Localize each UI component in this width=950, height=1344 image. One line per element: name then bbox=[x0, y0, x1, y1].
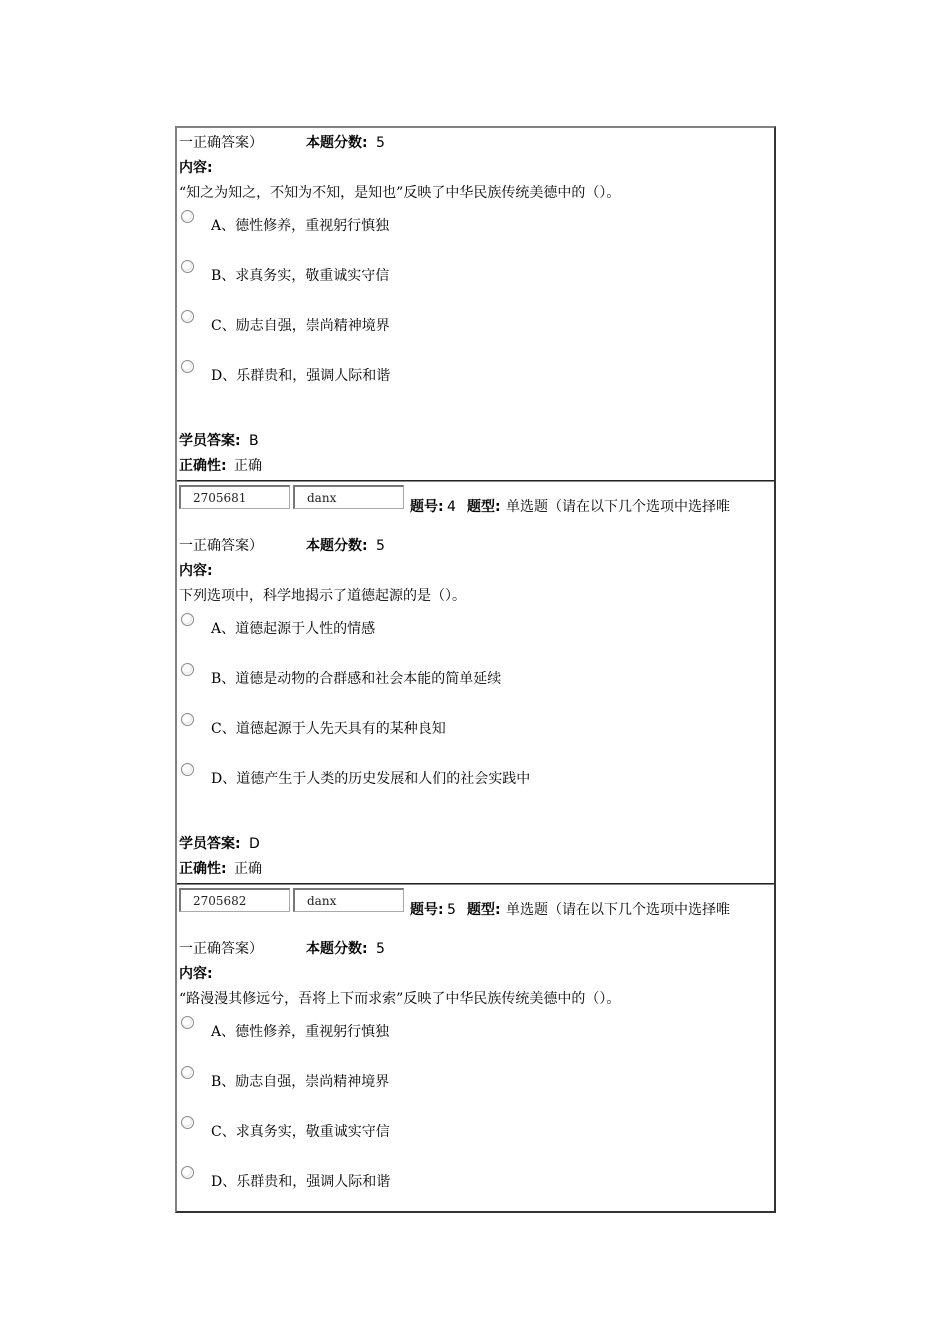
q4-radio-b[interactable] bbox=[181, 663, 194, 676]
q5-content-label: 内容: bbox=[179, 966, 213, 982]
q5-type-label: 题型: bbox=[467, 902, 501, 918]
q3-option-c: C、励志自强，崇尚精神境界 bbox=[211, 318, 390, 334]
q3-answer: B bbox=[249, 433, 259, 449]
q3-correct: 正确 bbox=[234, 458, 262, 474]
q5-option-d: D、乐群贵和，强调人际和谐 bbox=[211, 1174, 391, 1190]
q5-radio-a[interactable] bbox=[181, 1016, 194, 1029]
q3-option-b: B、求真务实，敬重诚实守信 bbox=[211, 268, 390, 284]
q4-radio-a[interactable] bbox=[181, 613, 194, 626]
q5-score-label: 本题分数: bbox=[306, 941, 368, 957]
q4-option-a: A、道德起源于人性的情感 bbox=[211, 621, 376, 637]
q3-option-d: D、乐群贵和，强调人际和谐 bbox=[211, 368, 391, 384]
q5-radio-d[interactable] bbox=[181, 1166, 194, 1179]
q3-radio-a[interactable] bbox=[181, 210, 194, 223]
q4-type-field[interactable]: danx bbox=[293, 485, 404, 509]
q5-radio-c[interactable] bbox=[181, 1116, 194, 1129]
q4-score: 5 bbox=[376, 538, 385, 554]
q5-id-field[interactable]: 2705682 bbox=[179, 888, 290, 912]
q3-radio-b[interactable] bbox=[181, 260, 194, 273]
separator bbox=[177, 480, 774, 482]
q4-id-field[interactable]: 2705681 bbox=[179, 485, 290, 509]
q4-content-label: 内容: bbox=[179, 563, 213, 579]
q3-content: “知之为知之，不知为不知，是知也”反映了中华民族传统美德中的（）。 bbox=[179, 185, 621, 201]
q4-content: 下列选项中，科学地揭示了道德起源的是（）。 bbox=[179, 588, 466, 604]
q4-correct-label: 正确性: bbox=[179, 861, 227, 877]
q4-type-text: 单选题（请在以下几个选项中选择唯 bbox=[506, 499, 730, 515]
q5-header-cont: 一正确答案） bbox=[179, 941, 263, 957]
q5-radio-b[interactable] bbox=[181, 1066, 194, 1079]
q3-score-label: 本题分数: bbox=[306, 135, 368, 151]
q4-option-d: D、道德产生于人类的历史发展和人们的社会实践中 bbox=[211, 771, 531, 787]
q4-correct: 正确 bbox=[234, 861, 262, 877]
exam-frame bbox=[175, 126, 776, 1213]
q4-option-c: C、道德起源于人先天具有的某种良知 bbox=[211, 721, 446, 737]
q5-num: 5 bbox=[447, 902, 456, 918]
q3-radio-d[interactable] bbox=[181, 360, 194, 373]
q4-num-label: 题号: bbox=[410, 499, 444, 515]
q3-header-cont: 一正确答案） bbox=[179, 135, 263, 151]
q5-option-a: A、德性修养，重视躬行慎独 bbox=[211, 1024, 390, 1040]
q4-answer: D bbox=[249, 836, 260, 852]
q4-radio-c[interactable] bbox=[181, 713, 194, 726]
q3-score: 5 bbox=[376, 135, 385, 151]
q3-answer-label: 学员答案: bbox=[179, 433, 241, 449]
q4-num: 4 bbox=[447, 499, 456, 515]
q5-score: 5 bbox=[376, 941, 385, 957]
q4-header-cont: 一正确答案） bbox=[179, 538, 263, 554]
q3-option-a: A、德性修养，重视躬行慎独 bbox=[211, 218, 390, 234]
separator bbox=[177, 883, 774, 885]
q5-content: “路漫漫其修远兮，吾将上下而求索”反映了中华民族传统美德中的（）。 bbox=[179, 991, 621, 1007]
q4-type-label: 题型: bbox=[467, 499, 501, 515]
q4-answer-label: 学员答案: bbox=[179, 836, 241, 852]
q5-type-field[interactable]: danx bbox=[293, 888, 404, 912]
q5-num-label: 题号: bbox=[410, 902, 444, 918]
q5-option-c: C、求真务实，敬重诚实守信 bbox=[211, 1124, 390, 1140]
q3-radio-c[interactable] bbox=[181, 310, 194, 323]
q5-option-b: B、励志自强，崇尚精神境界 bbox=[211, 1074, 390, 1090]
q4-option-b: B、道德是动物的合群感和社会本能的简单延续 bbox=[211, 671, 502, 687]
q4-score-label: 本题分数: bbox=[306, 538, 368, 554]
q3-correct-label: 正确性: bbox=[179, 458, 227, 474]
q3-content-label: 内容: bbox=[179, 160, 213, 176]
q5-type-text: 单选题（请在以下几个选项中选择唯 bbox=[506, 902, 730, 918]
q4-radio-d[interactable] bbox=[181, 763, 194, 776]
